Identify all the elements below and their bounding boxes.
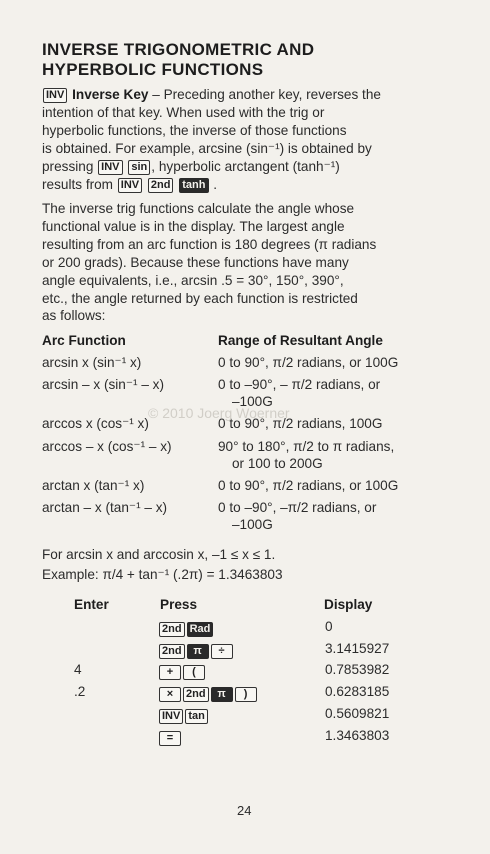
arc-function-range: 0 to 90°, π/2 radians, 100G <box>218 416 383 431</box>
enter-value: .2 <box>74 684 86 699</box>
display-value: 0.5609821 <box>325 706 390 721</box>
calculator-key-icon: 2nd <box>159 622 185 637</box>
arc-function-range: or 100 to 200G <box>232 456 323 471</box>
display-column-header: Display <box>324 597 373 612</box>
inv-key-icon: INV <box>98 160 122 175</box>
paragraph-line: angle equivalents, i.e., arcsin .5 = 30°, 150°, 390°, <box>42 273 344 288</box>
arc-function-name: arcsin x (sin⁻¹ x) <box>42 355 142 370</box>
calculator-key-icon: 2nd <box>183 687 209 702</box>
range-header: Range of Resultant Angle <box>218 333 383 348</box>
key-sequence <box>158 685 258 703</box>
display-value: 0.6283185 <box>325 684 390 699</box>
arc-function-range: 0 to –90°, –π/2 radians, or <box>218 500 377 515</box>
calculator-key-icon: ) <box>235 687 257 702</box>
paragraph-line: or 200 grads). Because these functions have many <box>42 255 349 270</box>
display-value: 0.7853982 <box>325 662 390 677</box>
sin-key-icon: sin <box>128 160 150 175</box>
arc-function-name: arctan x (tan⁻¹ x) <box>42 478 145 493</box>
enter-value: 4 <box>74 662 82 677</box>
inv-key-icon: INV <box>43 88 67 103</box>
calculator-key-icon: Rad <box>187 622 214 637</box>
calculator-key-icon: π <box>187 644 209 659</box>
key-sequence <box>158 620 214 638</box>
arc-function-range: –100G <box>232 517 273 532</box>
domain-note: For arcsin x and arccosin x, –1 ≤ x ≤ 1. <box>42 547 276 562</box>
calculator-key-icon: ( <box>183 665 205 680</box>
intro-line-5-post: , hyperbolic arctangent (tanh⁻¹) <box>151 159 340 174</box>
intro-line-4: is obtained. For example, arcsine (sin⁻¹) is obtained by <box>42 141 372 156</box>
display-value: 3.1415927 <box>325 641 390 656</box>
enter-column-header: Enter <box>74 597 109 612</box>
calculator-key-icon: ÷ <box>211 644 233 659</box>
arc-function-name: arccos x (cos⁻¹ x) <box>42 416 149 431</box>
calculator-key-icon: × <box>159 687 181 702</box>
display-value: 0 <box>325 619 333 634</box>
tanh-key-icon: tanh <box>179 178 208 193</box>
press-column-header: Press <box>160 597 198 612</box>
watermark: © 2010 Joerg Woerner <box>148 405 290 421</box>
example-equation: Example: π/4 + tan⁻¹ (.2π) = 1.3463803 <box>42 567 283 582</box>
intro-line-3: hyperbolic functions, the inverse of those functions <box>42 123 347 138</box>
calculator-key-icon: tan <box>185 709 208 724</box>
intro-line-5 <box>42 158 340 176</box>
arc-function-range: 0 to –90°, – π/2 radians, or <box>218 377 381 392</box>
key-sequence <box>158 707 209 725</box>
calculator-key-icon: + <box>159 665 181 680</box>
inv-key-icon: INV <box>118 178 142 193</box>
inverse-key-term: Inverse Key <box>72 87 149 102</box>
key-sequence <box>158 663 206 681</box>
arc-function-name: arctan – x (tan⁻¹ – x) <box>42 500 168 515</box>
calculator-key-icon: = <box>159 731 181 746</box>
section-title-line-2: HYPERBOLIC FUNCTIONS <box>42 60 264 79</box>
intro-line-2: intention of that key. When used with the trig or <box>42 105 325 120</box>
paragraph-line: etc., the angle returned by each function is restricted <box>42 291 358 306</box>
arc-function-name: arccos – x (cos⁻¹ – x) <box>42 439 172 454</box>
arc-function-range: –100G <box>232 394 273 409</box>
calculator-key-icon: π <box>211 687 233 702</box>
calculator-key-icon: 2nd <box>159 644 185 659</box>
paragraph-line: resulting from an arc function is 180 degrees (π radians <box>42 237 377 252</box>
arc-function-header: Arc Function <box>42 333 126 348</box>
display-value: 1.3463803 <box>325 728 390 743</box>
intro-line-6 <box>42 176 217 194</box>
paragraph-line: The inverse trig functions calculate the angle whose <box>42 201 355 216</box>
intro-line-5-pre: pressing <box>42 159 94 174</box>
calculator-key-icon: INV <box>159 709 183 724</box>
arc-function-range: 0 to 90°, π/2 radians, or 100G <box>218 478 399 493</box>
arc-function-range: 90° to 180°, π/2 to π radians, <box>218 439 395 454</box>
paragraph-line: as follows: <box>42 308 106 323</box>
key-sequence <box>158 642 234 660</box>
arc-function-name: arcsin – x (sin⁻¹ – x) <box>42 377 164 392</box>
page-number: 24 <box>237 803 252 818</box>
paragraph-line: functional value is in the display. The largest angle <box>42 219 345 234</box>
intro-line-6-pre: results from <box>42 177 114 192</box>
section-title-line-1: INVERSE TRIGONOMETRIC AND <box>42 40 315 59</box>
2nd-key-icon: 2nd <box>148 178 174 193</box>
intro-line-1 <box>42 86 381 104</box>
intro-line-1-text: – Preceding another key, reverses the <box>148 87 381 102</box>
key-sequence <box>158 729 182 747</box>
intro-line-6-post: . <box>213 177 218 192</box>
arc-function-range: 0 to 90°, π/2 radians, or 100G <box>218 355 399 370</box>
